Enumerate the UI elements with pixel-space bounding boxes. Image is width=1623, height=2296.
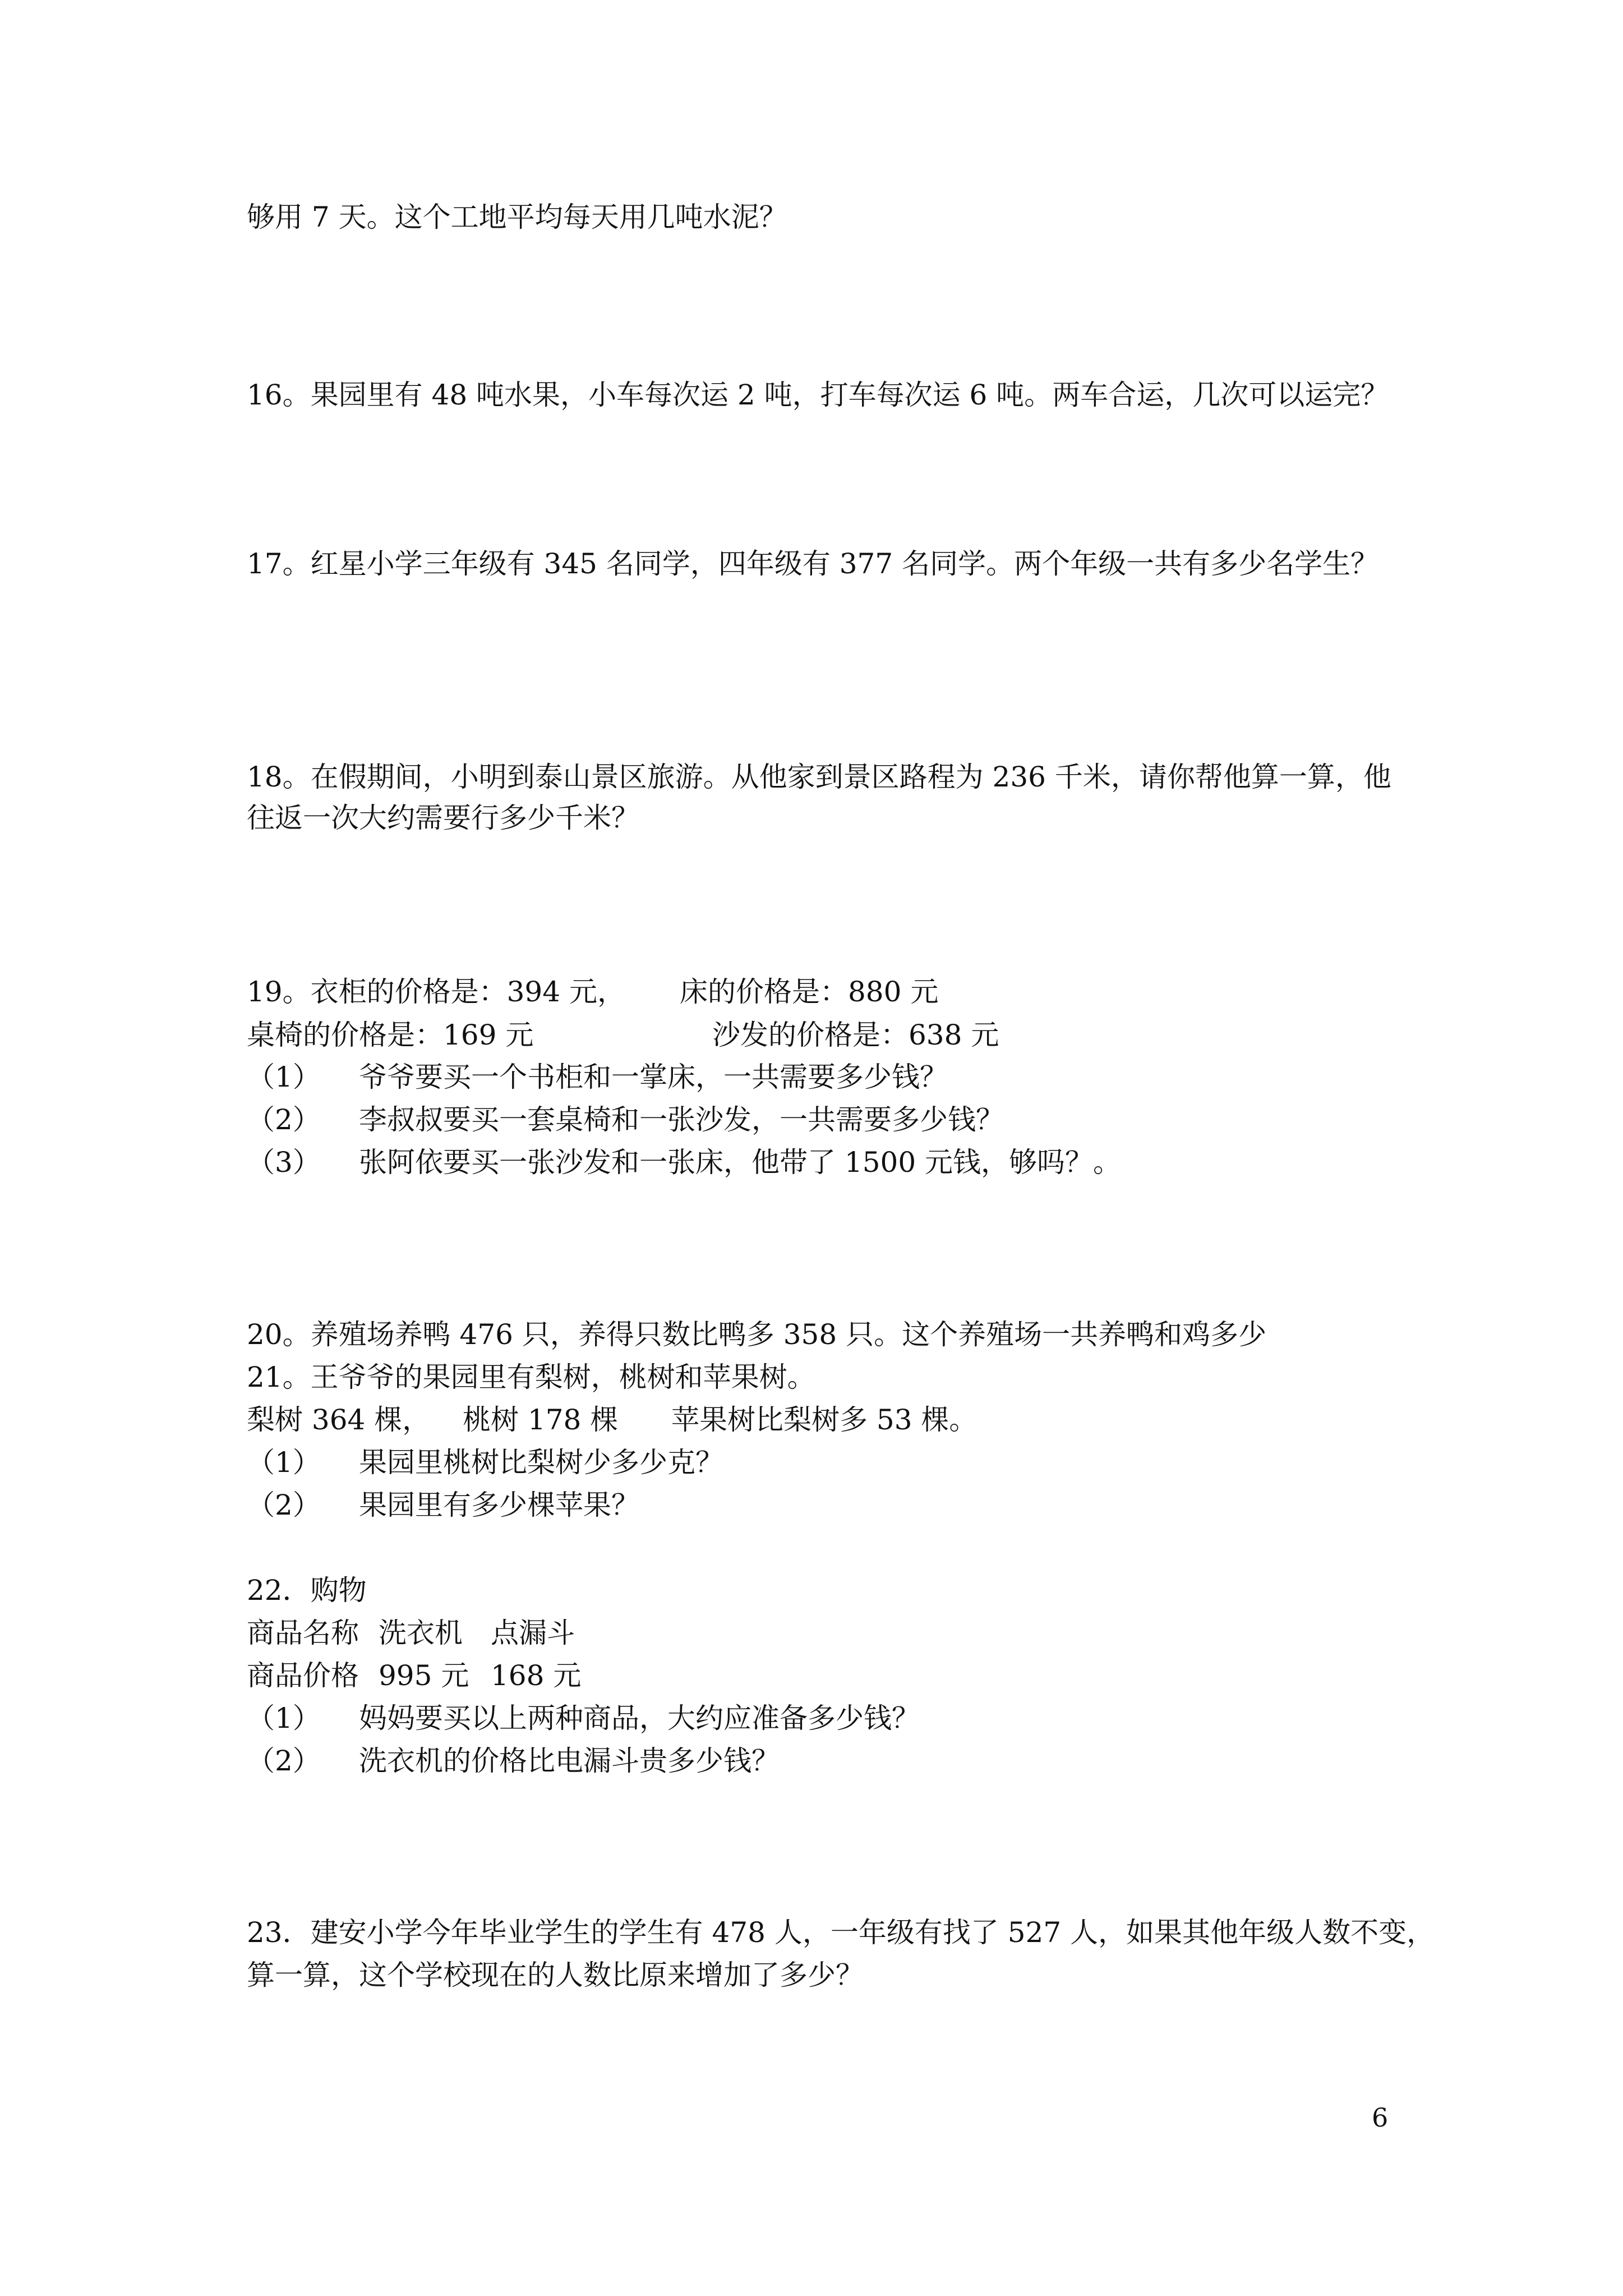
product-price-label: 商品价格 [247, 1659, 359, 1692]
question-21-title: 21。王爷爷的果园里有梨树，桃树和苹果树。 [247, 1361, 815, 1393]
page-number: 6 [1372, 2102, 1389, 2133]
sub-text: 洗衣机的价格比电漏斗贵多少钱？ [359, 1745, 780, 1777]
product-name-2: 点漏斗 [491, 1617, 575, 1649]
product-price-2: 168 元 [491, 1659, 582, 1692]
question-22-sub-2 [247, 1747, 780, 1775]
question-19-sub-1 [247, 1063, 948, 1091]
question-23-line-2: 算一算，这个学校现在的人数比原来增加了多少？ [247, 1959, 864, 1991]
sub-number: （1） [247, 1061, 321, 1093]
question-18-line-2: 往返一次大约需要行多少千米？ [247, 802, 639, 834]
sub-number: （1） [247, 1702, 321, 1734]
question-17: 17。红星小学三年级有 345 名同学，四年级有 377 名同学。两个年级一共有多少名学生？ [247, 547, 1379, 580]
sub-number: （2） [247, 1745, 321, 1777]
question-22-sub-1 [247, 1704, 920, 1732]
question-19-sub-3 [247, 1146, 1122, 1179]
question-15-continuation: 够用 7 天。这个工地平均每天用几吨水泥？ [247, 201, 787, 233]
apple-tree-count: 苹果树比梨树多 53 棵。 [671, 1404, 978, 1436]
question-22-title: 22．购物 [247, 1574, 367, 1607]
sub-text: 妈妈要买以上两种商品，大约应准备多少钱？ [359, 1702, 920, 1734]
product-name-1: 洗衣机 [379, 1617, 463, 1649]
question-18-line-1: 18。在假期间，小明到泰山景区旅游。从他家到景区路程为 236 千米，请你帮他算一算，他 [247, 761, 1391, 793]
sub-text: 果园里桃树比梨树少多少克？ [359, 1446, 723, 1479]
pear-tree-count: 梨树 364 棵， [247, 1404, 431, 1436]
sub-number: （2） [247, 1489, 321, 1521]
sub-text: 张阿依要买一张沙发和一张床，他带了 1500 元钱，够吗？。 [359, 1146, 1122, 1179]
peach-tree-count: 桃树 178 棵 [463, 1404, 619, 1436]
price-sofa: 沙发的价格是：638 元 [712, 1019, 999, 1051]
question-19-sub-2 [247, 1103, 1004, 1136]
price-wardrobe: 19。衣柜的价格是：394 元， [247, 976, 625, 1008]
sub-number: （3） [247, 1146, 321, 1179]
question-21-sub-1 [247, 1446, 723, 1479]
product-price-1: 995 元 [379, 1659, 469, 1692]
sub-number: （1） [247, 1446, 321, 1479]
price-desk: 桌椅的价格是：169 元 [247, 1019, 534, 1051]
question-21-sub-2 [247, 1491, 639, 1519]
product-name-row [247, 1619, 575, 1647]
sub-number: （2） [247, 1103, 321, 1136]
product-name-label: 商品名称 [247, 1617, 359, 1649]
product-price-row [247, 1659, 582, 1692]
sub-text: 果园里有多少棵苹果？ [359, 1489, 639, 1521]
sub-text: 李叔叔要买一套桌椅和一张沙发，一共需要多少钱？ [359, 1103, 1004, 1136]
question-20: 20。养殖场养鸭 476 只，养得只数比鸭多 358 只。这个养殖场一共养鸭和鸡多少 [247, 1318, 1267, 1351]
price-bed: 床的价格是：880 元 [680, 976, 939, 1008]
sub-text: 爷爷要买一个书柜和一掌床，一共需要多少钱？ [359, 1061, 948, 1093]
question-23-line-1: 23．建安小学今年毕业学生的学生有 478 人，一年级有找了 527 人，如果其他年级人数不变， [247, 1916, 1435, 1949]
question-16: 16。果园里有 48 吨水果，小车每次运 2 吨，打车每次运 6 吨。两车合运，几次可以运完？ [247, 379, 1389, 411]
